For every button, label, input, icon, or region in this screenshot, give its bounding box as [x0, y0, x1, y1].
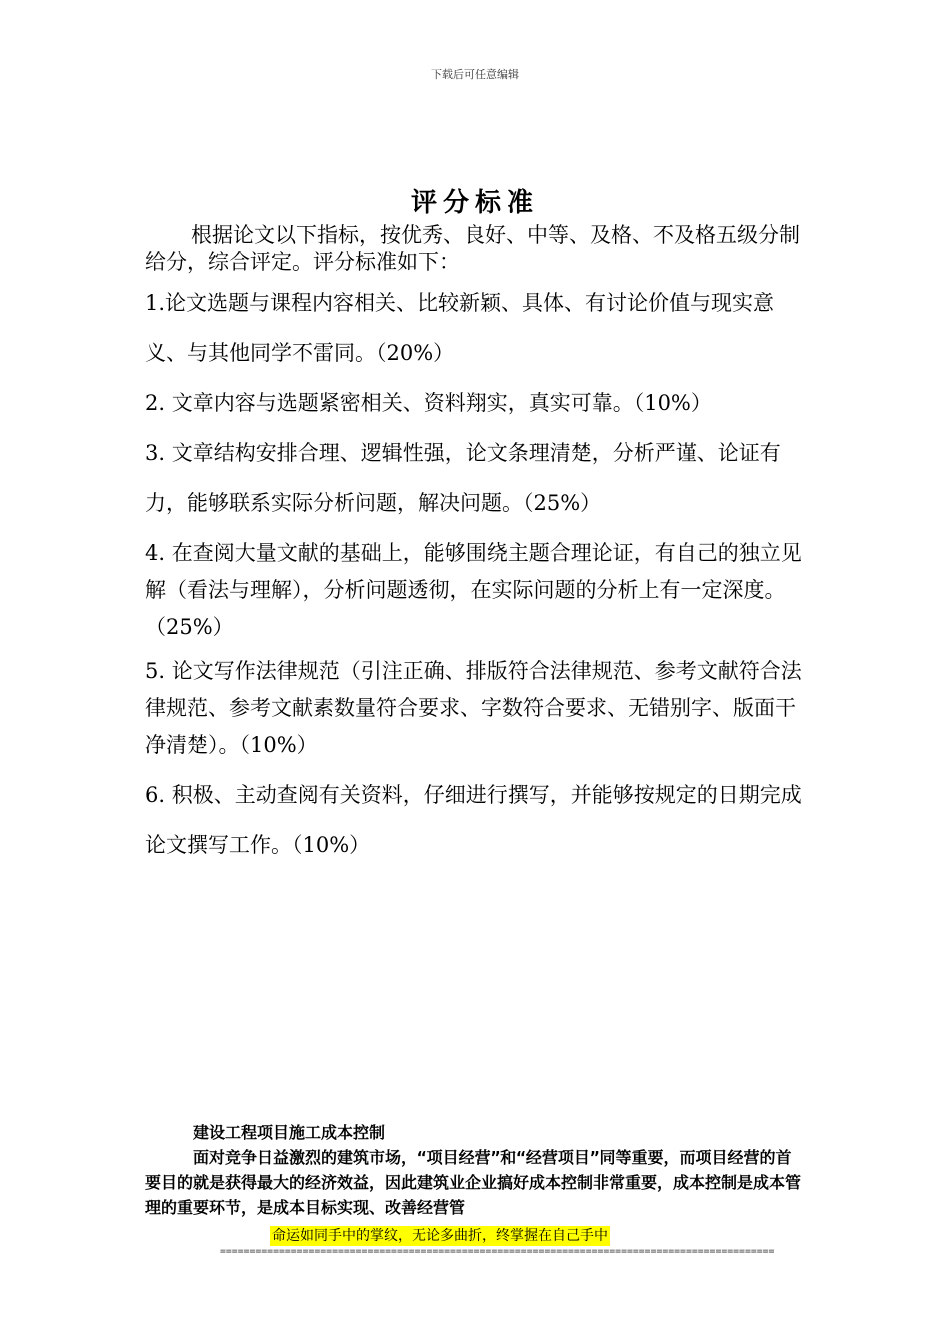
- intro-text: 根据论文以下指标，按优秀、良好、中等、及格、不及格五级分制给分，综合评定。评分标准如下：: [145, 223, 800, 274]
- criterion-4: 4. 在查阅大量文献的基础上，能够围绕主题合理论证，有自己的独立见解（看法与理解），分析问题透彻，在实际问题的分析上有一定深度。（25%）: [145, 541, 802, 639]
- criterion-6: 6. 积极、主动查阅有关资料，仔细进行撰写，并能够按规定的日期完成论文撰写工作。（10%）: [145, 783, 802, 857]
- criterion-1: 1.论文选题与课程内容相关、比较新颖、具体、有讨论价值与现实意义、与其他同学不雷同。（20%）: [145, 291, 775, 365]
- footer-rule: ==============================================================================================: [220, 1246, 775, 1257]
- second-section-body: 面对竞争日益激烈的建筑市场，“项目经营”和“经营项目”同等重要，而项目经营的首要目的就是获得最大的经济效益，因此建筑业企业搞好成本控制非常重要，成本控制是成本管理的重要环节，是成本目标实现、改善经营管: [145, 1148, 802, 1217]
- second-section-title: 建设工程项目施工成本控制: [193, 1123, 386, 1142]
- intro-paragraph: [145, 222, 807, 276]
- criterion-2: 2. 文章内容与选题紧密相关、资料翔实，真实可靠。（10%）: [145, 391, 712, 415]
- page-title: 评分标准: [410, 188, 539, 218]
- criterion-3: 3. 文章结构安排合理、逻辑性强，论文条理清楚，分析严谨、论证有力，能够联系实际分析问题，解决问题。（25%）: [145, 441, 781, 515]
- criterion-5: 5. 论文写作法律规范（引注正确、排版符合法律规范、参考文献符合法律规范、参考文献素数量符合要求、字数符合要求、无错别字、版面干净清楚）。（10%）: [145, 659, 802, 757]
- second-section: [145, 1120, 807, 1220]
- footer-highlight: 命运如同手中的掌纹，无论多曲折，终掌握在自己手中: [272, 1228, 608, 1244]
- criteria-list: [145, 278, 807, 870]
- header-note: 下载后可任意编辑: [431, 68, 519, 81]
